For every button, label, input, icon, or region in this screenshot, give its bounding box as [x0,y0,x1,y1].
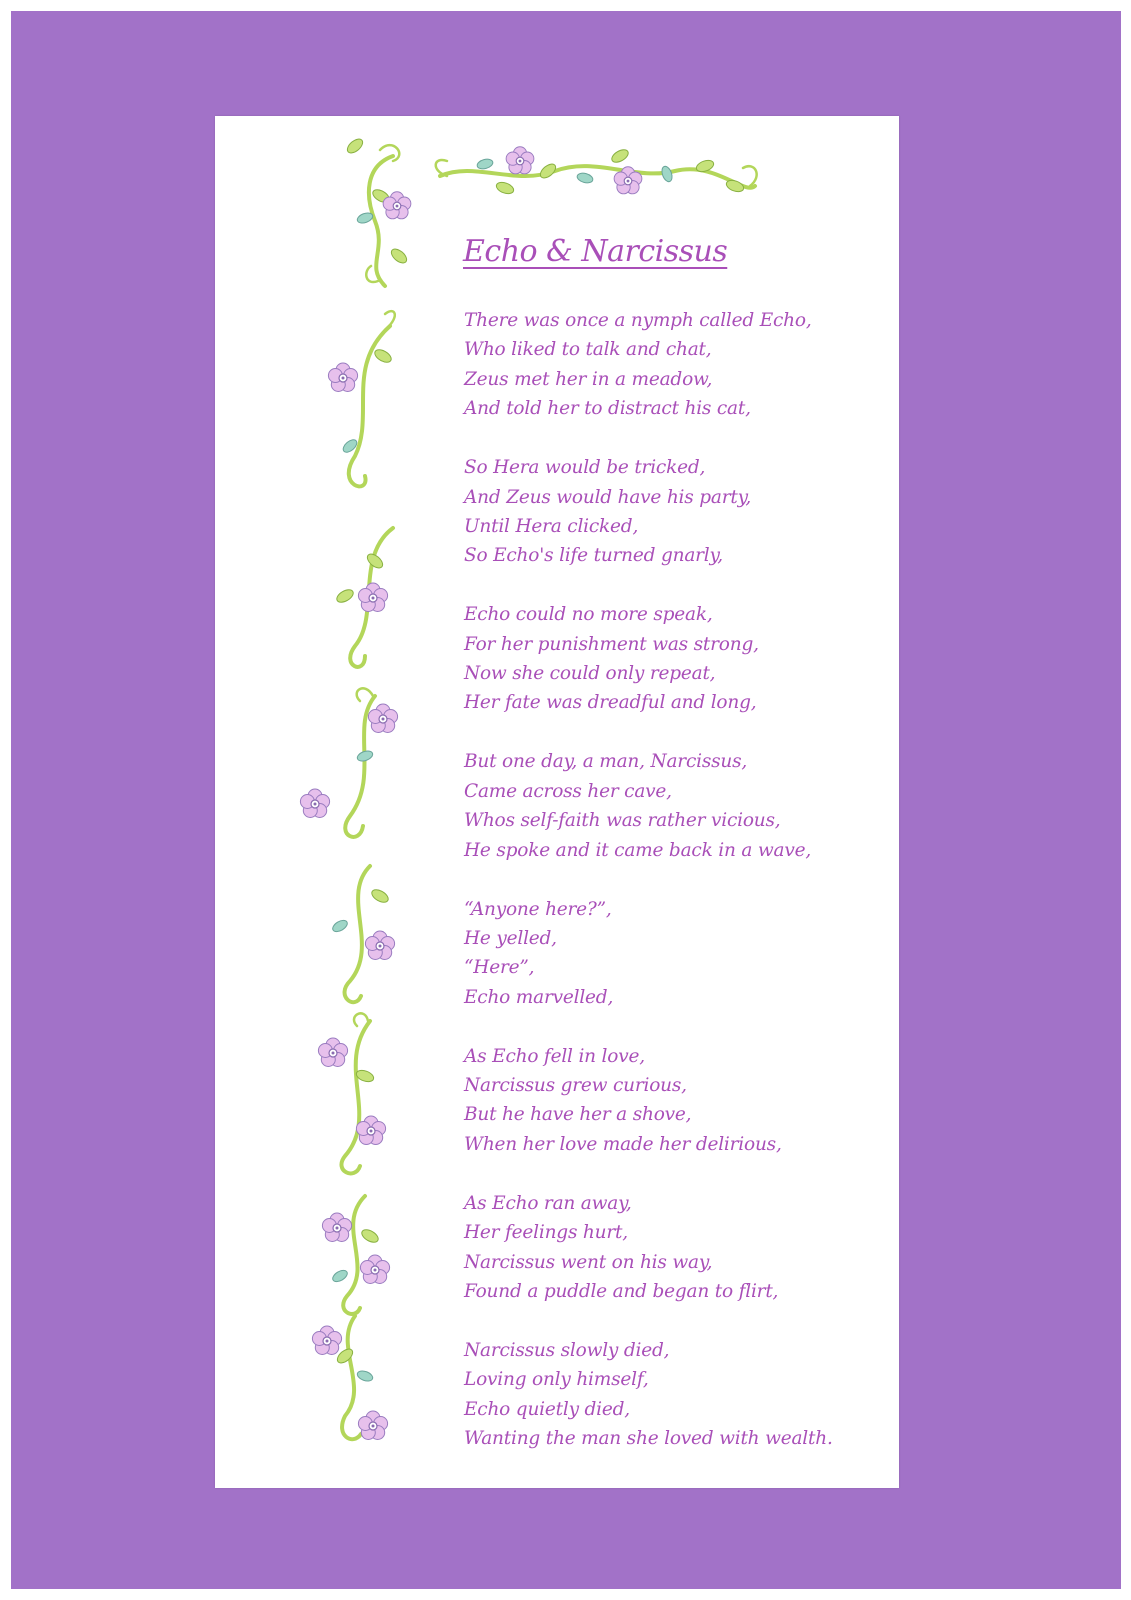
poem-line: Narcissus went on his way, [464,1251,713,1273]
poem-line: But one day, a man, Narcissus, [464,751,748,773]
poem-line: Narcissus grew curious, [464,1075,687,1097]
poem-line: But he have her a shove, [464,1104,692,1126]
poem-line: For her punishment was strong, [464,633,759,655]
poem-line: Echo could no more speak, [464,604,713,626]
poem-line: “Anyone here?”, [464,898,612,920]
poem-line: Echo marvelled, [464,986,614,1008]
poem-line: So Echo's life turned gnarly, [464,545,723,567]
poem-line: Narcissus slowly died, [464,1339,670,1361]
poem-line: Until Hera clicked, [464,515,639,537]
stanza-4 [464,747,884,865]
poem-line: Found a puddle and began to flirt, [464,1280,779,1302]
stanza-3 [464,600,884,718]
poem-line: Wanting the man she loved with wealth. [464,1428,833,1450]
stanza-2 [464,453,884,571]
poem-line: Loving only himself, [464,1369,649,1391]
poem-line: “Here”, [464,957,535,979]
poem-title: Echo & Narcissus [463,234,728,269]
poem-line: And told her to distract his cat, [464,398,751,420]
poem-line: And Zeus would have his party, [464,486,752,508]
poem-body [464,306,884,1483]
poem-line: He yelled, [464,927,557,949]
poem-line: So Hera would be tricked, [464,457,706,479]
poem-line: Zeus met her in a meadow, [464,368,713,390]
stanza-1 [464,306,884,424]
poem-line: As Echo ran away, [464,1192,632,1214]
stanza-7 [464,1189,884,1307]
poem-line: Who liked to talk and chat, [464,339,712,361]
poem-line: Echo quietly died, [464,1398,630,1420]
stanza-5 [464,895,884,1013]
poem-line: Whos self-faith was rather vicious, [464,810,781,832]
purple-mat-background [11,11,1121,1589]
poem-card [215,116,899,1488]
stanza-8 [464,1336,884,1454]
stanza-6 [464,1042,884,1160]
poem-line: Came across her cave, [464,780,672,802]
poem-line: As Echo fell in love, [464,1045,645,1067]
poem-line: When her love made her delirious, [464,1133,782,1155]
poem-line: Her feelings hurt, [464,1222,628,1244]
poem-line: Her fate was dreadful and long, [464,692,757,714]
poem-line: There was once a nymph called Echo, [464,310,812,331]
poem-line: He spoke and it came back in a wave, [464,839,812,861]
poem-line: Now she could only repeat, [464,663,716,685]
